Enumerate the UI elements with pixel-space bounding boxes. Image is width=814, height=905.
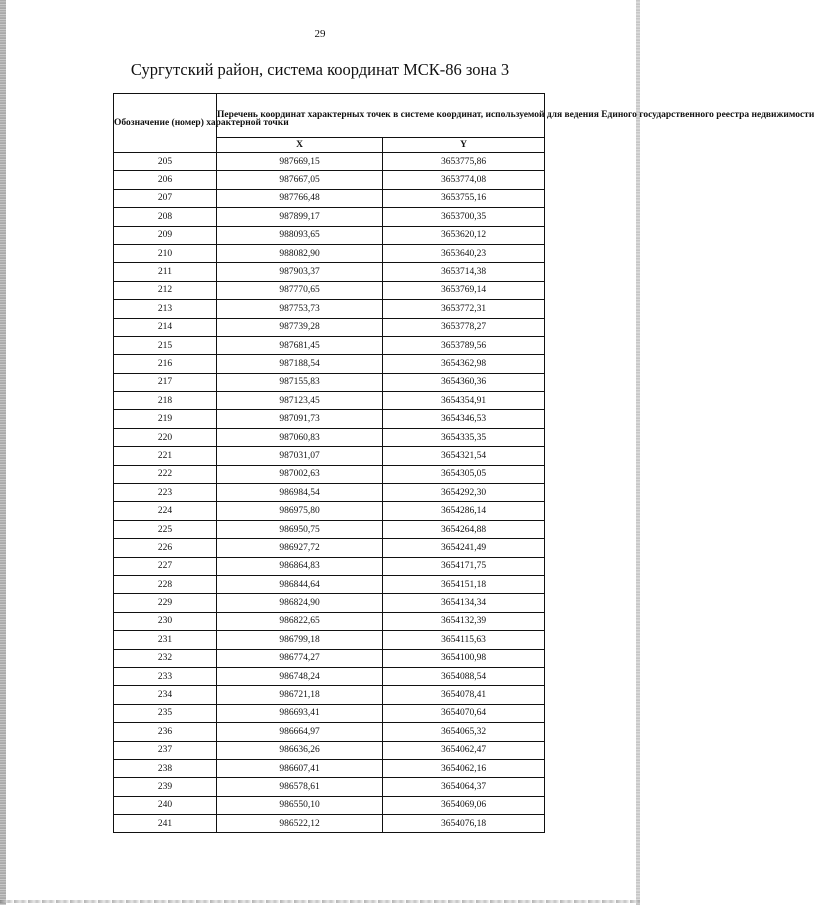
point-number-cell: 214 [114,318,217,336]
point-number-cell: 238 [114,759,217,777]
point-number-cell: 234 [114,686,217,704]
x-coordinate-cell: 987091,73 [217,410,383,428]
point-number-cell: 229 [114,594,217,612]
x-coordinate-cell: 987155,83 [217,373,383,391]
x-coordinate-cell: 987669,15 [217,153,383,171]
header-row-main [114,94,545,138]
point-number-cell: 213 [114,300,217,318]
y-coordinate-cell: 3653714,38 [383,263,545,281]
x-coordinate-cell: 987903,37 [217,263,383,281]
y-coordinate-cell: 3654335,35 [383,428,545,446]
table-row [114,447,545,465]
y-coordinate-cell: 3654132,39 [383,612,545,630]
y-coordinate-cell: 3653775,86 [383,153,545,171]
point-number-cell: 233 [114,667,217,685]
y-coordinate-cell: 3654064,37 [383,778,545,796]
table-row [114,575,545,593]
x-coordinate-cell: 986822,65 [217,612,383,630]
y-coordinate-cell: 3653774,08 [383,171,545,189]
y-coordinate-cell: 3654241,49 [383,539,545,557]
table-row [114,759,545,777]
table-row [114,428,545,446]
point-number-cell: 219 [114,410,217,428]
y-coordinate-cell: 3653789,56 [383,336,545,354]
y-coordinate-cell: 3654069,06 [383,796,545,814]
point-number-cell: 222 [114,465,217,483]
table-body [114,153,545,833]
x-coordinate-cell: 986799,18 [217,631,383,649]
x-coordinate-cell: 986550,10 [217,796,383,814]
table-row [114,649,545,667]
x-coordinate-cell: 986975,80 [217,502,383,520]
point-number-cell: 208 [114,208,217,226]
scan-edge-right [636,0,640,905]
y-coordinate-cell: 3654151,18 [383,575,545,593]
point-number-cell: 228 [114,575,217,593]
point-number-cell: 223 [114,484,217,502]
table-row [114,373,545,391]
x-coordinate-cell: 986693,41 [217,704,383,722]
y-coordinate-cell: 3654346,53 [383,410,545,428]
point-number-cell: 232 [114,649,217,667]
y-coordinate-cell: 3654362,98 [383,355,545,373]
x-coordinate-cell: 987681,45 [217,336,383,354]
x-coordinate-cell: 986748,24 [217,667,383,685]
y-coordinate-cell: 3654305,05 [383,465,545,483]
point-number-cell: 205 [114,153,217,171]
table-row [114,484,545,502]
point-number-cell: 207 [114,189,217,207]
x-coordinate-cell: 986824,90 [217,594,383,612]
point-number-cell: 221 [114,447,217,465]
page-title: Сургутский район, система координат МСК-86 зона 3 [130,60,510,79]
table-row [114,502,545,520]
point-number-cell: 231 [114,631,217,649]
x-coordinate-cell: 986721,18 [217,686,383,704]
point-number-cell: 220 [114,428,217,446]
coordinates-table [113,93,814,833]
x-column-header: X [217,138,383,153]
y-coordinate-cell: 3654115,63 [383,631,545,649]
x-coordinate-cell: 987060,83 [217,428,383,446]
y-coordinate-cell: 3654076,18 [383,815,545,833]
x-coordinate-cell: 986578,61 [217,778,383,796]
x-coordinate-cell: 988082,90 [217,244,383,262]
point-number-cell: 236 [114,723,217,741]
y-coordinate-cell: 3654065,32 [383,723,545,741]
point-number-cell: 210 [114,244,217,262]
point-number-cell: 218 [114,392,217,410]
table-row [114,281,545,299]
point-number-cell: 237 [114,741,217,759]
y-coordinate-cell: 3654070,64 [383,704,545,722]
point-number-cell: 216 [114,355,217,373]
point-number-cell: 209 [114,226,217,244]
x-coordinate-cell: 986927,72 [217,539,383,557]
table-row [114,631,545,649]
y-coordinate-cell: 3654078,41 [383,686,545,704]
page-number: 29 [314,28,326,40]
table-row [114,594,545,612]
x-coordinate-cell: 986950,75 [217,520,383,538]
y-coordinate-cell: 3653640,23 [383,244,545,262]
point-number-cell: 230 [114,612,217,630]
point-number-cell: 215 [114,336,217,354]
x-coordinate-cell: 987899,17 [217,208,383,226]
x-coordinate-cell: 987123,45 [217,392,383,410]
point-number-cell: 225 [114,520,217,538]
y-coordinate-cell: 3654360,36 [383,373,545,391]
y-coordinate-cell: 3653778,27 [383,318,545,336]
table-row [114,815,545,833]
scan-edge-bottom [0,900,640,903]
table-row [114,557,545,575]
y-coordinate-cell: 3653772,31 [383,300,545,318]
table-row [114,153,545,171]
x-coordinate-cell: 986844,64 [217,575,383,593]
x-coordinate-cell: 987753,73 [217,300,383,318]
table-row [114,539,545,557]
y-coordinate-cell: 3653620,12 [383,226,545,244]
table-row [114,704,545,722]
table-row [114,226,545,244]
x-coordinate-cell: 987766,48 [217,189,383,207]
table-row [114,667,545,685]
table-row [114,263,545,281]
table-header [114,94,814,153]
y-coordinate-cell: 3654134,34 [383,594,545,612]
table-row [114,318,545,336]
point-number-cell: 211 [114,263,217,281]
x-coordinate-cell: 986984,54 [217,484,383,502]
y-coordinate-cell: 3654088,54 [383,667,545,685]
x-coordinate-cell: 986522,12 [217,815,383,833]
table-row [114,612,545,630]
point-number-cell: 212 [114,281,217,299]
x-coordinate-cell: 986864,83 [217,557,383,575]
table-row [114,189,545,207]
x-coordinate-cell: 987002,63 [217,465,383,483]
y-coordinate-cell: 3654321,54 [383,447,545,465]
x-coordinate-cell: 986607,41 [217,759,383,777]
table-row [114,410,545,428]
point-number-header: Обозначение (номер) характерной точки [114,94,217,153]
x-coordinate-cell: 987188,54 [217,355,383,373]
point-number-cell: 206 [114,171,217,189]
point-number-cell: 217 [114,373,217,391]
x-coordinate-cell: 987031,07 [217,447,383,465]
point-number-cell: 240 [114,796,217,814]
x-coordinate-cell: 986636,26 [217,741,383,759]
table-row [114,465,545,483]
y-coordinate-cell: 3654062,16 [383,759,545,777]
table-row [114,741,545,759]
table-row [114,300,545,318]
coordinates-list-header: Перечень координат характерных точек в системе координат, используемой для ведения Единого государственного реестра недвижимости [217,94,545,138]
point-number-cell: 239 [114,778,217,796]
table-row [114,171,545,189]
table-row [114,520,545,538]
point-number-cell: 241 [114,815,217,833]
y-column-header: Y [383,138,545,153]
table-row [114,336,545,354]
x-coordinate-cell: 987770,65 [217,281,383,299]
point-number-cell: 227 [114,557,217,575]
x-coordinate-cell: 987739,28 [217,318,383,336]
point-number-cell: 235 [114,704,217,722]
y-coordinate-cell: 3654292,30 [383,484,545,502]
scan-edge-left [0,0,6,905]
y-coordinate-cell: 3653755,16 [383,189,545,207]
point-number-cell: 224 [114,502,217,520]
table-row [114,778,545,796]
x-coordinate-cell: 986664,97 [217,723,383,741]
table-row [114,796,545,814]
y-coordinate-cell: 3654264,88 [383,520,545,538]
x-coordinate-cell: 987667,05 [217,171,383,189]
x-coordinate-cell: 988093,65 [217,226,383,244]
y-coordinate-cell: 3654286,14 [383,502,545,520]
y-coordinate-cell: 3653769,14 [383,281,545,299]
table-row [114,208,545,226]
point-number-cell: 226 [114,539,217,557]
y-coordinate-cell: 3654100,98 [383,649,545,667]
table-row [114,244,545,262]
table-row [114,723,545,741]
y-coordinate-cell: 3654171,75 [383,557,545,575]
x-coordinate-cell: 986774,27 [217,649,383,667]
table-row [114,355,545,373]
y-coordinate-cell: 3653700,35 [383,208,545,226]
table-row [114,686,545,704]
y-coordinate-cell: 3654062,47 [383,741,545,759]
table-row [114,392,545,410]
y-coordinate-cell: 3654354,91 [383,392,545,410]
